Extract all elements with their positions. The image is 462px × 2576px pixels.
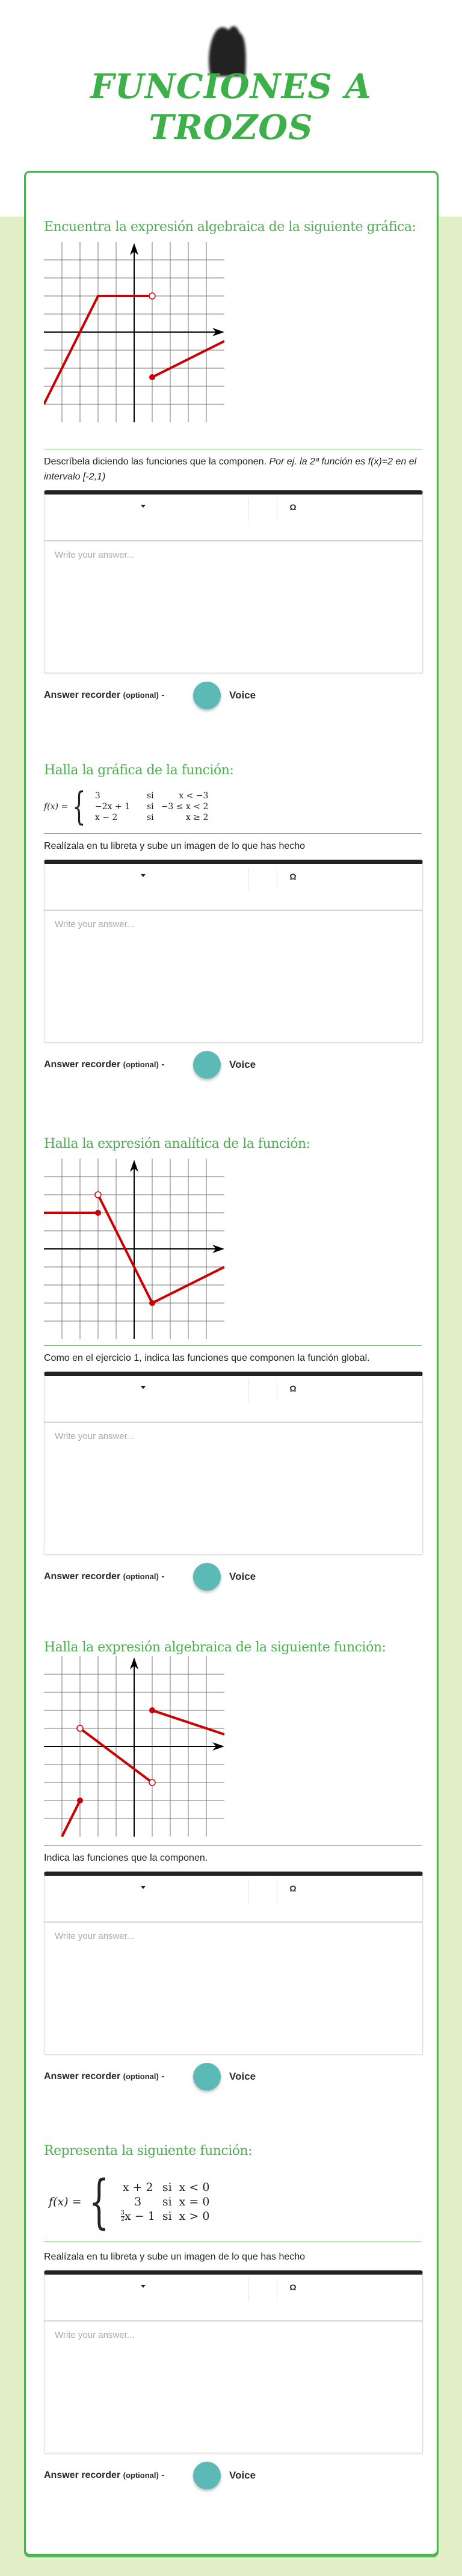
answer-recorder <box>44 1563 422 1592</box>
graph-3 <box>44 1159 224 1339</box>
recorder-label: Answer recorder (optional) - <box>44 2071 165 2081</box>
voice-label: Voice <box>229 1059 256 1070</box>
caret-down-icon <box>141 874 146 877</box>
question-description: Realízala en tu libreta y sube un imagen de lo que has hecho <box>44 841 306 851</box>
toolbar-separator <box>248 1879 249 1902</box>
answer-recorder <box>44 2462 422 2491</box>
answer-input[interactable] <box>45 1423 422 1554</box>
special-character-button[interactable]: Ω <box>289 872 297 881</box>
editor-toolbar <box>45 1876 422 1923</box>
question-description: Descríbela diciendo las funciones que la componen. Por ej. la 2ª función es f(x)=2 en el intervalo [-2,1) <box>44 457 417 482</box>
editor-toolbar <box>45 1376 422 1423</box>
answer-input[interactable] <box>45 1923 422 2054</box>
section-divider <box>44 833 422 834</box>
caret-down-icon <box>141 1886 146 1889</box>
editor-toolbar <box>45 495 422 541</box>
piecewise-formula: f(x) = { 3 si x < −3 −2x + 1 si −3 ≤ x < 2 x − 2 si x ≥ 2 <box>44 784 209 829</box>
toolbar-separator <box>248 2278 249 2301</box>
record-voice-button[interactable] <box>193 1563 221 1591</box>
editor-toolbar <box>45 2275 422 2322</box>
question-description: Como en el ejercicio 1, indica las funciones que componen la función global. <box>44 1353 370 1363</box>
answer-input[interactable] <box>45 541 422 673</box>
recorder-label: Answer recorder (optional) - <box>44 2470 165 2480</box>
piecewise-formula: f(x) = { x + 2 si x < 0 3 si x = 0 $\frac{3}{2}$ x − 1 si x > 0 <box>49 2168 210 2236</box>
format-dropdown[interactable] <box>45 1376 246 1402</box>
recorder-label: Answer recorder (optional) - <box>44 1059 165 1070</box>
voice-label: Voice <box>229 2470 256 2481</box>
format-dropdown[interactable] <box>45 2275 246 2301</box>
format-dropdown[interactable] <box>45 864 246 890</box>
question-heading: Halla la expresión analítica de la función: <box>44 1136 310 1151</box>
special-character-button[interactable]: Ω <box>289 1884 297 1893</box>
caret-down-icon <box>141 2285 146 2288</box>
question-1 <box>44 219 422 710</box>
title-line-2: TROZOS <box>149 108 313 147</box>
answer-recorder <box>44 2063 422 2092</box>
toolbar-separator <box>248 1379 249 1402</box>
answer-input[interactable] <box>45 911 422 1042</box>
title-line-1: FUNCIONES A <box>90 67 372 106</box>
answer-editor <box>44 2270 423 2453</box>
format-dropdown[interactable] <box>45 495 246 521</box>
fraction: $\frac{3}{2}$ <box>120 2210 125 2223</box>
editor-toolbar <box>45 864 422 911</box>
voice-label: Voice <box>229 689 256 701</box>
brace-icon: { <box>88 2168 109 2236</box>
record-voice-button[interactable] <box>193 1051 221 1079</box>
recorder-label: Answer recorder (optional) - <box>44 1571 165 1582</box>
special-character-button[interactable]: Ω <box>289 2282 297 2292</box>
toolbar-separator <box>248 498 249 521</box>
toolbar-separator <box>248 867 249 890</box>
voice-label: Voice <box>229 2071 256 2082</box>
special-character-button[interactable]: Ω <box>289 502 297 512</box>
special-character-button[interactable]: Ω <box>289 1384 297 1393</box>
caret-down-icon <box>141 505 146 508</box>
answer-editor <box>44 1372 423 1555</box>
section-divider <box>44 1845 422 1846</box>
brace-icon: { <box>72 784 86 829</box>
answer-input[interactable] <box>45 2322 422 2453</box>
answer-recorder <box>44 682 422 710</box>
question-description: Indica las funciones que la componen. <box>44 1853 208 1863</box>
question-heading: Representa la siguiente función: <box>44 2143 253 2158</box>
question-4 <box>44 1639 422 2092</box>
record-voice-button[interactable] <box>193 2063 221 2091</box>
question-description: Realízala en tu libreta y sube un imagen de lo que has hecho <box>44 2252 306 2262</box>
record-voice-button[interactable] <box>193 2462 221 2489</box>
worksheet-card <box>24 171 439 2556</box>
question-heading: Halla la gráfica de la función: <box>44 763 234 778</box>
section-divider <box>44 1345 422 1346</box>
question-heading: Halla la expresión algebraica de la siguiente función: <box>44 1640 386 1655</box>
voice-label: Voice <box>229 1571 256 1582</box>
graph-1 <box>44 242 224 422</box>
question-2 <box>44 762 422 1080</box>
page-title <box>0 66 462 148</box>
answer-recorder <box>44 1051 422 1080</box>
record-voice-button[interactable] <box>193 682 221 709</box>
answer-editor <box>44 860 423 1043</box>
format-dropdown[interactable] <box>45 1876 246 1902</box>
caret-down-icon <box>141 1386 146 1389</box>
question-3 <box>44 1136 422 1592</box>
answer-editor <box>44 1872 423 2054</box>
graph-4 <box>44 1656 224 1837</box>
answer-editor <box>44 490 423 673</box>
question-heading: Encuentra la expresión algebraica de la siguiente gráfica: <box>44 220 416 235</box>
recorder-label: Answer recorder (optional) - <box>44 690 165 700</box>
question-5 <box>44 2143 422 2491</box>
